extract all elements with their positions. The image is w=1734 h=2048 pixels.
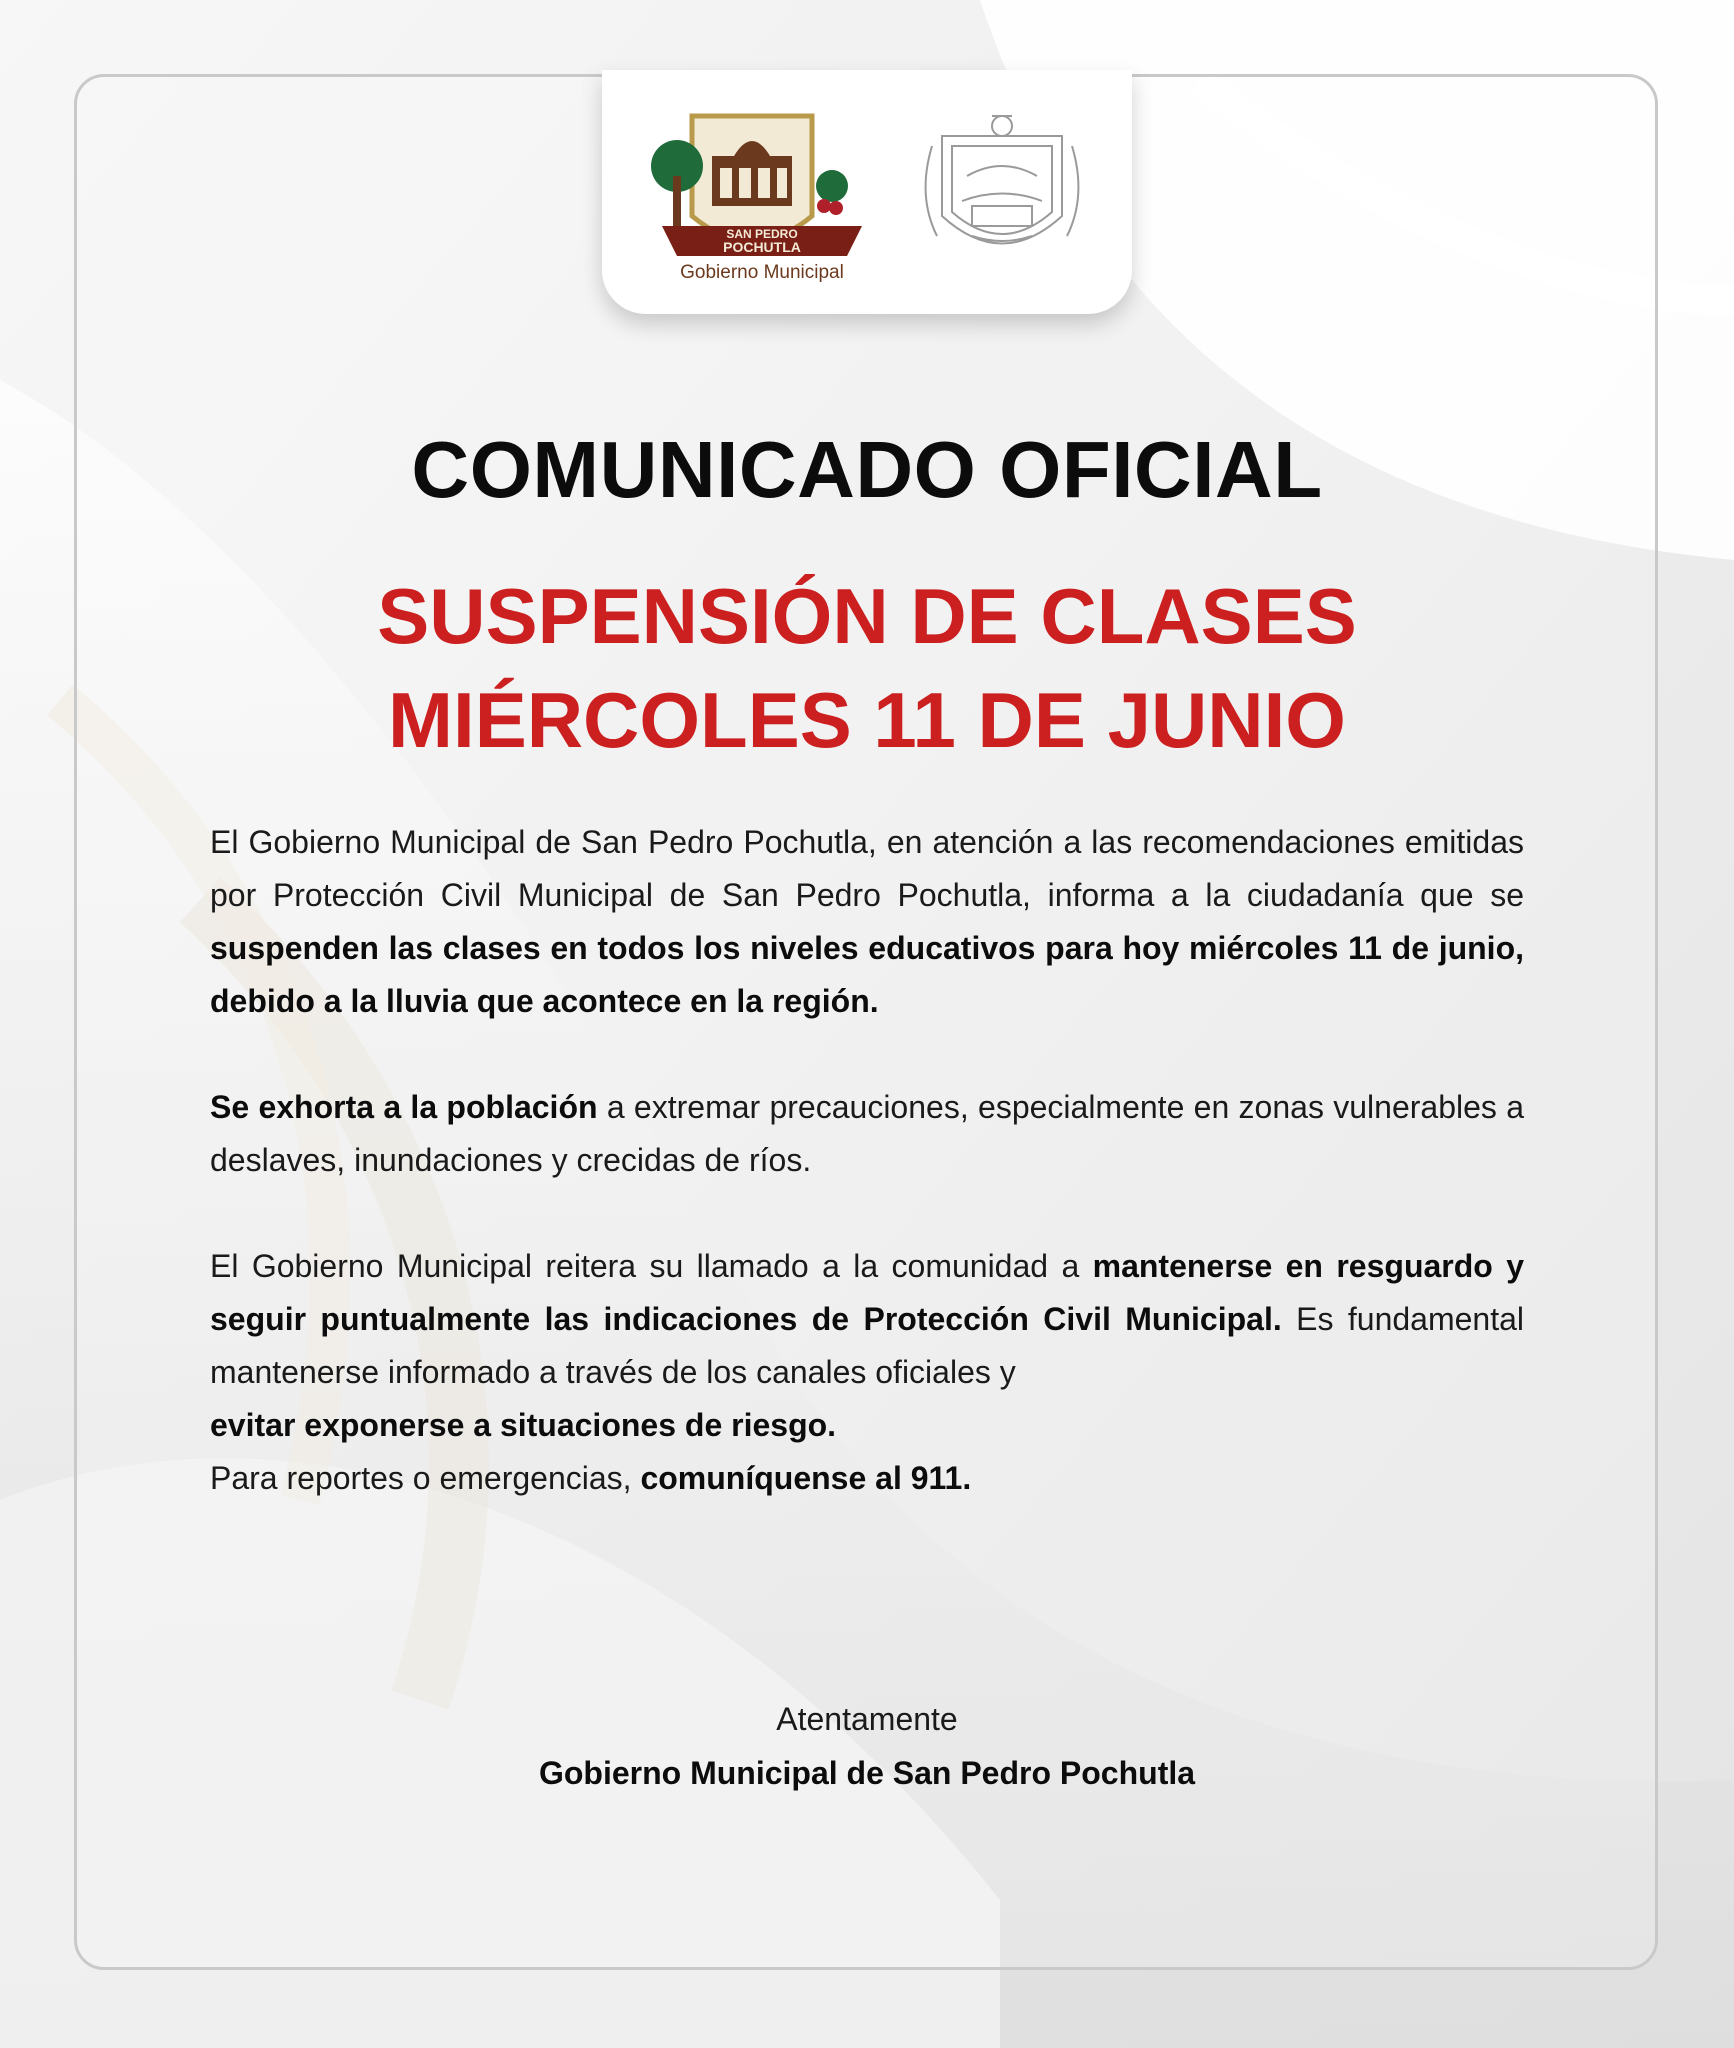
paragraph-suspension bbox=[210, 816, 1524, 1028]
signature-organization: Gobierno Municipal de San Pedro Pochutla bbox=[538, 1755, 1196, 1791]
paragraph4-text: Para reportes o emergencias, bbox=[210, 1460, 641, 1496]
paragraph3-text-b: Es fundamental mantenerse informado a través de los canales oficiales y bbox=[210, 1301, 1525, 1390]
closing-signature bbox=[0, 1692, 1734, 1800]
paragraph1-bold: suspenden las clases en todos los niveles educativos para hoy miércoles 11 de junio, debido a la lluvia que acontece en la región. bbox=[210, 930, 1524, 1019]
paragraph4-bold: comuníquense al 911. bbox=[640, 1460, 972, 1496]
notice-subtitle bbox=[0, 564, 1734, 772]
municipal-coat-of-arms-icon bbox=[912, 106, 1092, 276]
notice-body bbox=[210, 816, 1524, 1505]
paragraph-emergency bbox=[210, 1452, 1524, 1505]
paragraph2-bold: Se exhorta a la población bbox=[210, 1089, 598, 1125]
paragraph1-text: El Gobierno Municipal de San Pedro Pochutla, en atención a las recomendaciones emitidas por Protección Civil Municipal de San Pedro Pochutla, informa a la ciudadanía que se bbox=[210, 824, 1524, 913]
paragraph3-text-a: El Gobierno Municipal reitera su llamado a la comunidad a bbox=[210, 1248, 1093, 1284]
paragraph3-bold-b: evitar exponerse a situaciones de riesgo. bbox=[210, 1407, 837, 1443]
paragraph-precautions bbox=[210, 1081, 1524, 1187]
subtitle-line-1: SUSPENSIÓN DE CLASES bbox=[377, 572, 1357, 660]
logo-header bbox=[602, 70, 1132, 314]
subtitle-line-2: MIÉRCOLES 11 DE JUNIO bbox=[388, 676, 1346, 764]
salutation: Atentamente bbox=[776, 1701, 958, 1737]
paragraph-shelter bbox=[210, 1240, 1524, 1452]
paragraph3-bold-a: mantenerse en resguardo y seguir puntualmente las indicaciones de Protección Civil Municipal. bbox=[210, 1248, 1525, 1337]
logo-banner-line2: POCHUTLA bbox=[723, 239, 801, 255]
paragraph2-text: a extremar precauciones, especialmente en zonas vulnerables a deslaves, inundaciones y crecidas de ríos. bbox=[210, 1089, 1524, 1178]
logo-banner-line1: SAN PEDRO bbox=[726, 227, 798, 241]
page-title: COMUNICADO OFICIAL bbox=[411, 425, 1323, 514]
logo-caption: Gobierno Municipal bbox=[680, 262, 844, 283]
